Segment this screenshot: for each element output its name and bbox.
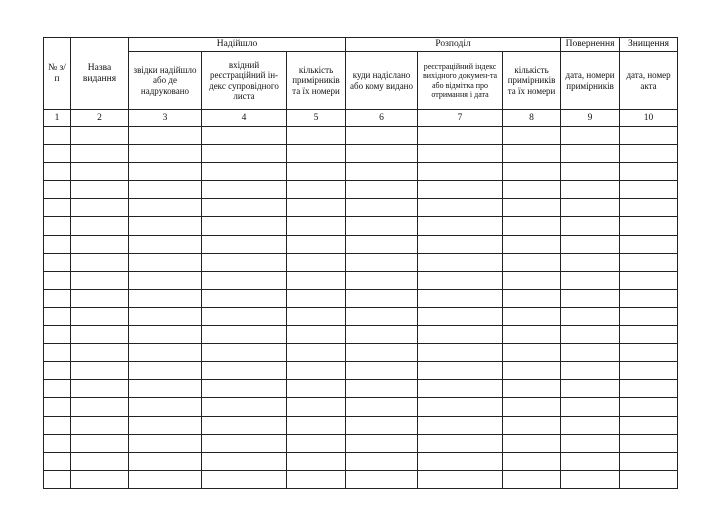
subheader-received-index: вхідний реєстраційний ін-декс супровідного листа [202,52,287,110]
table-cell[interactable] [561,253,620,271]
table-cell[interactable] [346,235,418,253]
table-cell[interactable] [202,289,287,307]
table-cell[interactable] [129,452,202,470]
table-cell[interactable] [202,163,287,181]
table-cell[interactable] [129,217,202,235]
table-cell[interactable] [561,271,620,289]
table-cell[interactable] [287,253,346,271]
table-cell[interactable] [129,253,202,271]
table-cell[interactable] [346,253,418,271]
table-cell[interactable] [71,127,129,145]
table-cell[interactable] [287,398,346,416]
table-cell[interactable] [129,145,202,163]
table-row [44,452,678,470]
table-row [44,326,678,344]
table-cell[interactable] [620,362,678,380]
table-cell[interactable] [346,199,418,217]
header-row-top [44,38,678,52]
table-cell[interactable] [418,289,503,307]
table-cell[interactable] [418,326,503,344]
table-cell[interactable] [71,362,129,380]
table-cell[interactable] [202,307,287,325]
table-row [44,344,678,362]
table-cell[interactable] [620,434,678,452]
table-cell[interactable] [418,181,503,199]
table-cell[interactable] [287,217,346,235]
table-cell[interactable] [44,470,71,488]
table-cell[interactable] [44,344,71,362]
table-cell[interactable] [202,416,287,434]
table-cell[interactable] [287,470,346,488]
table-cell[interactable] [620,217,678,235]
table-cell[interactable] [44,434,71,452]
table-cell[interactable] [287,434,346,452]
table-cell[interactable] [503,145,561,163]
table-cell[interactable] [44,235,71,253]
table-cell[interactable] [561,181,620,199]
table-cell[interactable] [44,271,71,289]
table-cell[interactable] [620,326,678,344]
table-cell[interactable] [44,307,71,325]
table-cell[interactable] [71,271,129,289]
table-cell[interactable] [503,217,561,235]
table-cell[interactable] [620,199,678,217]
table-cell[interactable] [620,380,678,398]
table-cell[interactable] [418,307,503,325]
subheader-destruction-date: дата, номер акта [620,52,678,110]
table-cell[interactable] [620,235,678,253]
table-cell[interactable] [129,163,202,181]
table-cell[interactable] [561,416,620,434]
table-cell[interactable] [71,289,129,307]
table-cell[interactable] [503,163,561,181]
column-number: 7 [418,110,503,127]
table-cell[interactable] [44,362,71,380]
column-number: 5 [287,110,346,127]
table-cell[interactable] [287,362,346,380]
table-row [44,217,678,235]
table-row [44,163,678,181]
table-cell[interactable] [44,127,71,145]
table-cell[interactable] [129,380,202,398]
table-cell[interactable] [620,452,678,470]
table-cell[interactable] [202,452,287,470]
table-cell[interactable] [44,452,71,470]
table-cell[interactable] [287,307,346,325]
table-cell[interactable] [346,344,418,362]
table-cell[interactable] [561,452,620,470]
table-cell[interactable] [44,289,71,307]
table-cell[interactable] [346,289,418,307]
table-cell[interactable] [129,470,202,488]
table-cell[interactable] [561,398,620,416]
subheader-received-from: звідки надійшло або де надруковано [129,52,202,110]
table-cell[interactable] [503,199,561,217]
table-row [44,307,678,325]
column-number: 3 [129,110,202,127]
table-row [44,235,678,253]
table-cell[interactable] [503,416,561,434]
table-cell[interactable] [503,127,561,145]
table-cell[interactable] [418,416,503,434]
table-cell[interactable] [620,470,678,488]
table-cell[interactable] [71,145,129,163]
table-cell[interactable] [418,271,503,289]
table-cell[interactable] [346,452,418,470]
header-row-sub [44,52,678,110]
header-destruction: Знищення [620,38,678,52]
table-cell[interactable] [129,326,202,344]
table-cell[interactable] [44,380,71,398]
table-cell[interactable] [129,307,202,325]
table-cell[interactable] [503,181,561,199]
header-number: № з/п [44,38,71,110]
table-cell[interactable] [202,326,287,344]
table-cell[interactable] [71,307,129,325]
table-cell[interactable] [129,199,202,217]
table-row [44,145,678,163]
table-cell[interactable] [287,344,346,362]
subheader-distribution-index: реєстраційний індекс вихідного докумен-та або відмітка про отримання і дата [418,52,503,110]
table-cell[interactable] [503,362,561,380]
table-cell[interactable] [71,452,129,470]
table-cell[interactable] [620,181,678,199]
table-row [44,470,678,488]
table-cell[interactable] [620,416,678,434]
table-cell[interactable] [561,307,620,325]
table-cell[interactable] [202,271,287,289]
table-cell[interactable] [129,235,202,253]
table-cell[interactable] [202,199,287,217]
table-cell[interactable] [202,127,287,145]
table-cell[interactable] [202,398,287,416]
table-cell[interactable] [346,181,418,199]
table-cell[interactable] [346,470,418,488]
table-cell[interactable] [202,434,287,452]
table-cell[interactable] [287,163,346,181]
table-cell[interactable] [561,362,620,380]
table-cell[interactable] [620,127,678,145]
table-cell[interactable] [346,127,418,145]
table-cell[interactable] [202,344,287,362]
table-row [44,398,678,416]
table-cell[interactable] [71,163,129,181]
table-cell[interactable] [620,145,678,163]
column-number: 9 [561,110,620,127]
table-cell[interactable] [202,217,287,235]
table-cell[interactable] [418,253,503,271]
table-cell[interactable] [129,127,202,145]
table-cell[interactable] [418,145,503,163]
header-publication-name: Назва видання [71,38,129,110]
table-cell[interactable] [620,253,678,271]
table-cell[interactable] [418,127,503,145]
table-cell[interactable] [561,380,620,398]
table-cell[interactable] [561,434,620,452]
subheader-return-date: дата, номери примірників [561,52,620,110]
table-cell[interactable] [503,470,561,488]
table-cell[interactable] [129,434,202,452]
column-number: 1 [44,110,71,127]
table-cell[interactable] [503,344,561,362]
table-cell[interactable] [346,326,418,344]
table-cell[interactable] [561,199,620,217]
table-cell[interactable] [202,362,287,380]
table-cell[interactable] [44,217,71,235]
table-cell[interactable] [71,217,129,235]
table-cell[interactable] [503,398,561,416]
table-cell[interactable] [346,271,418,289]
table-cell[interactable] [71,199,129,217]
table-cell[interactable] [287,235,346,253]
table-cell[interactable] [346,434,418,452]
table-cell[interactable] [287,199,346,217]
table-cell[interactable] [44,145,71,163]
header-return: Повернення [561,38,620,52]
table-row [44,434,678,452]
table-cell[interactable] [620,163,678,181]
table-cell[interactable] [620,271,678,289]
column-number: 10 [620,110,678,127]
subheader-received-count: кількість примірників та їх номери [287,52,346,110]
subheader-distribution-count: кількість примірників та їх номери [503,52,561,110]
table-cell[interactable] [202,470,287,488]
table-cell[interactable] [71,181,129,199]
register-table [43,37,678,489]
table-cell[interactable] [44,253,71,271]
table-cell[interactable] [71,253,129,271]
table-cell[interactable] [418,235,503,253]
table-cell[interactable] [561,326,620,344]
table-cell[interactable] [44,416,71,434]
table-cell[interactable] [346,380,418,398]
table-cell[interactable] [44,163,71,181]
table-cell[interactable] [71,344,129,362]
table-cell[interactable] [561,470,620,488]
table-cell[interactable] [202,145,287,163]
column-number: 6 [346,110,418,127]
table-cell[interactable] [202,380,287,398]
table-cell[interactable] [129,181,202,199]
table-cell[interactable] [287,326,346,344]
table-cell[interactable] [418,163,503,181]
table-cell[interactable] [287,271,346,289]
column-number-row [44,110,678,127]
table-cell[interactable] [503,253,561,271]
table-cell[interactable] [71,380,129,398]
table-cell[interactable] [202,181,287,199]
table-cell[interactable] [503,452,561,470]
table-cell[interactable] [346,145,418,163]
table-cell[interactable] [561,217,620,235]
table-cell[interactable] [418,344,503,362]
table-cell[interactable] [287,452,346,470]
table-cell[interactable] [287,145,346,163]
table-row [44,271,678,289]
table-cell[interactable] [620,289,678,307]
table-cell[interactable] [287,380,346,398]
column-number: 4 [202,110,287,127]
table-cell[interactable] [503,380,561,398]
column-number: 2 [71,110,129,127]
table-cell[interactable] [561,163,620,181]
table-cell[interactable] [503,235,561,253]
table-cell[interactable] [129,271,202,289]
table-cell[interactable] [71,434,129,452]
table-cell[interactable] [418,434,503,452]
table-cell[interactable] [71,326,129,344]
table-cell[interactable] [287,127,346,145]
table-cell[interactable] [44,326,71,344]
table-cell[interactable] [620,344,678,362]
table-cell[interactable] [202,253,287,271]
table-cell[interactable] [503,307,561,325]
table-cell[interactable] [44,398,71,416]
table-cell[interactable] [71,235,129,253]
table-cell[interactable] [287,416,346,434]
table-cell[interactable] [561,344,620,362]
table-cell[interactable] [71,470,129,488]
table-cell[interactable] [346,398,418,416]
table-cell[interactable] [503,289,561,307]
table-cell[interactable] [561,145,620,163]
table-row [44,289,678,307]
header-distribution: Розподіл [346,38,561,52]
table-cell[interactable] [503,434,561,452]
table-cell[interactable] [418,380,503,398]
table-row [44,380,678,398]
table-cell[interactable] [71,416,129,434]
table-cell[interactable] [418,470,503,488]
table-cell[interactable] [620,307,678,325]
table-cell[interactable] [418,199,503,217]
table-cell[interactable] [503,326,561,344]
table-cell[interactable] [561,289,620,307]
table-cell[interactable] [44,199,71,217]
table-cell[interactable] [346,362,418,380]
table-cell[interactable] [287,181,346,199]
table-cell[interactable] [503,271,561,289]
header-received: Надійшло [129,38,346,52]
table-row [44,181,678,199]
table-row [44,127,678,145]
subheader-distribution-where: куди надіслано або кому видано [346,52,418,110]
table-cell[interactable] [129,289,202,307]
table-cell[interactable] [129,398,202,416]
table-row [44,199,678,217]
table-cell[interactable] [202,235,287,253]
table-cell[interactable] [129,344,202,362]
table-cell[interactable] [346,416,418,434]
table-cell[interactable] [418,362,503,380]
table-cell[interactable] [346,307,418,325]
table-row [44,416,678,434]
column-number: 8 [503,110,561,127]
table-cell[interactable] [620,398,678,416]
table-cell[interactable] [561,235,620,253]
table-cell[interactable] [129,362,202,380]
table-cell[interactable] [418,217,503,235]
table-cell[interactable] [129,416,202,434]
table-cell[interactable] [346,217,418,235]
table-cell[interactable] [287,289,346,307]
table-cell[interactable] [418,398,503,416]
table-cell[interactable] [71,398,129,416]
table-row [44,253,678,271]
table-cell[interactable] [44,181,71,199]
table-cell[interactable] [561,127,620,145]
table-cell[interactable] [418,452,503,470]
table-row [44,362,678,380]
table-cell[interactable] [346,163,418,181]
